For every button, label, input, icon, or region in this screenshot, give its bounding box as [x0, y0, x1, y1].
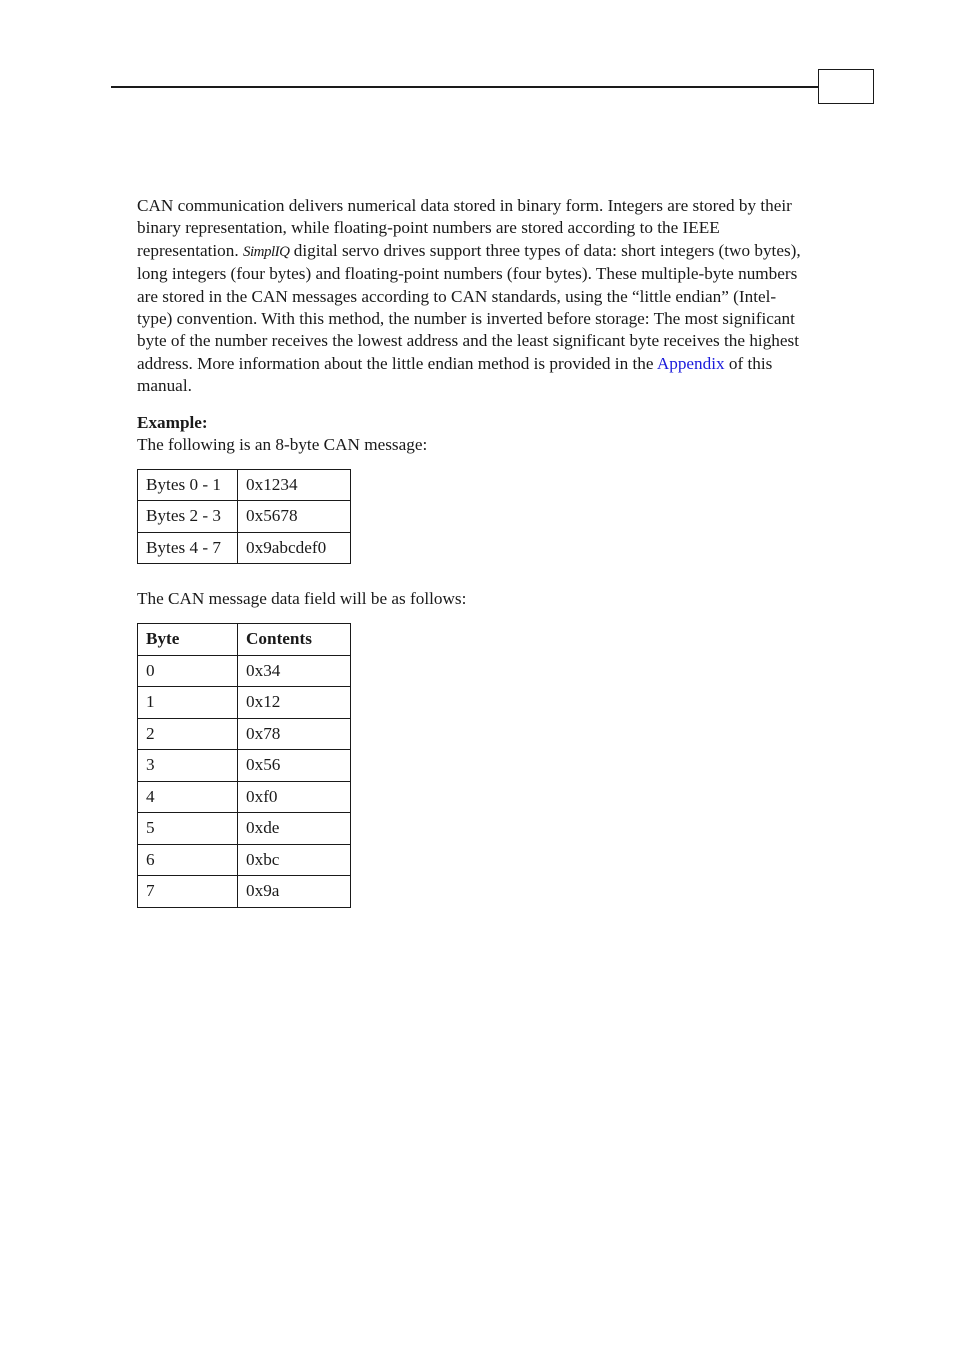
- table-row: [138, 532, 351, 564]
- table-row: [138, 501, 351, 533]
- bytes-cell: Bytes 2 - 3: [138, 501, 238, 533]
- table-row: [138, 781, 351, 813]
- data-field-intro: The CAN message data field will be as follows:: [137, 589, 467, 609]
- table-row: [138, 844, 351, 876]
- byte-cell: 7: [138, 876, 238, 908]
- contents-cell: 0xde: [238, 813, 351, 845]
- byte-cell: 6: [138, 844, 238, 876]
- column-header-byte: Byte: [138, 624, 238, 656]
- example-heading: Example:: [137, 412, 208, 432]
- example-intro: The following is an 8-byte CAN message:: [137, 434, 428, 454]
- contents-cell: 0x78: [238, 718, 351, 750]
- table-header-row: [138, 624, 351, 656]
- column-header-contents: Contents: [238, 624, 351, 656]
- contents-cell: 0x9a: [238, 876, 351, 908]
- value-cell: 0x9abcdef0: [238, 532, 351, 564]
- table-row: [138, 469, 351, 501]
- contents-cell: 0xbc: [238, 844, 351, 876]
- intro-paragraph: [137, 195, 809, 398]
- table-row: [138, 655, 351, 687]
- bytes-cell: Bytes 0 - 1: [138, 469, 238, 501]
- value-cell: 0x1234: [238, 469, 351, 501]
- data-field-table: [137, 623, 351, 908]
- contents-cell: 0xf0: [238, 781, 351, 813]
- intro-text-1: CAN communication delivers numerical data stored in binary form. Integers are stored by their binary representation, while floating-point numbers are stored according to the IEEE representation.: [137, 196, 792, 260]
- appendix-link[interactable]: Appendix: [656, 353, 725, 373]
- table-row: [138, 813, 351, 845]
- contents-cell: 0x56: [238, 750, 351, 782]
- table-row: [138, 718, 351, 750]
- table-row: [138, 687, 351, 719]
- bytes-cell: Bytes 4 - 7: [138, 532, 238, 564]
- header-rule: [111, 86, 819, 88]
- intro-text-2: digital servo drives support three types of data: short integers (two bytes), long integers (four bytes) and floating-point numbers (four bytes). These multiple-byte numbers are stored in the CAN messages according to CAN standards, using the “little endian” (Intel-type) convention. With this method, the number is inverted before storage: The most significant byte of the number receives the lowest address and the least significant byte receives the highest address. More information about the little endian method is provided in the: [137, 240, 801, 373]
- page-content: [137, 195, 809, 908]
- byte-cell: 3: [138, 750, 238, 782]
- value-cell: 0x5678: [238, 501, 351, 533]
- brand-name: SimplIQ: [242, 243, 290, 260]
- contents-cell: 0x34: [238, 655, 351, 687]
- byte-cell: 1: [138, 687, 238, 719]
- page-number-box: [818, 69, 874, 104]
- byte-cell: 4: [138, 781, 238, 813]
- byte-cell: 0: [138, 655, 238, 687]
- message-table: [137, 469, 351, 565]
- table-row: [138, 876, 351, 908]
- byte-cell: 5: [138, 813, 238, 845]
- intro-text-3: of this manual.: [137, 353, 773, 396]
- byte-cell: 2: [138, 718, 238, 750]
- table-row: [138, 750, 351, 782]
- contents-cell: 0x12: [238, 687, 351, 719]
